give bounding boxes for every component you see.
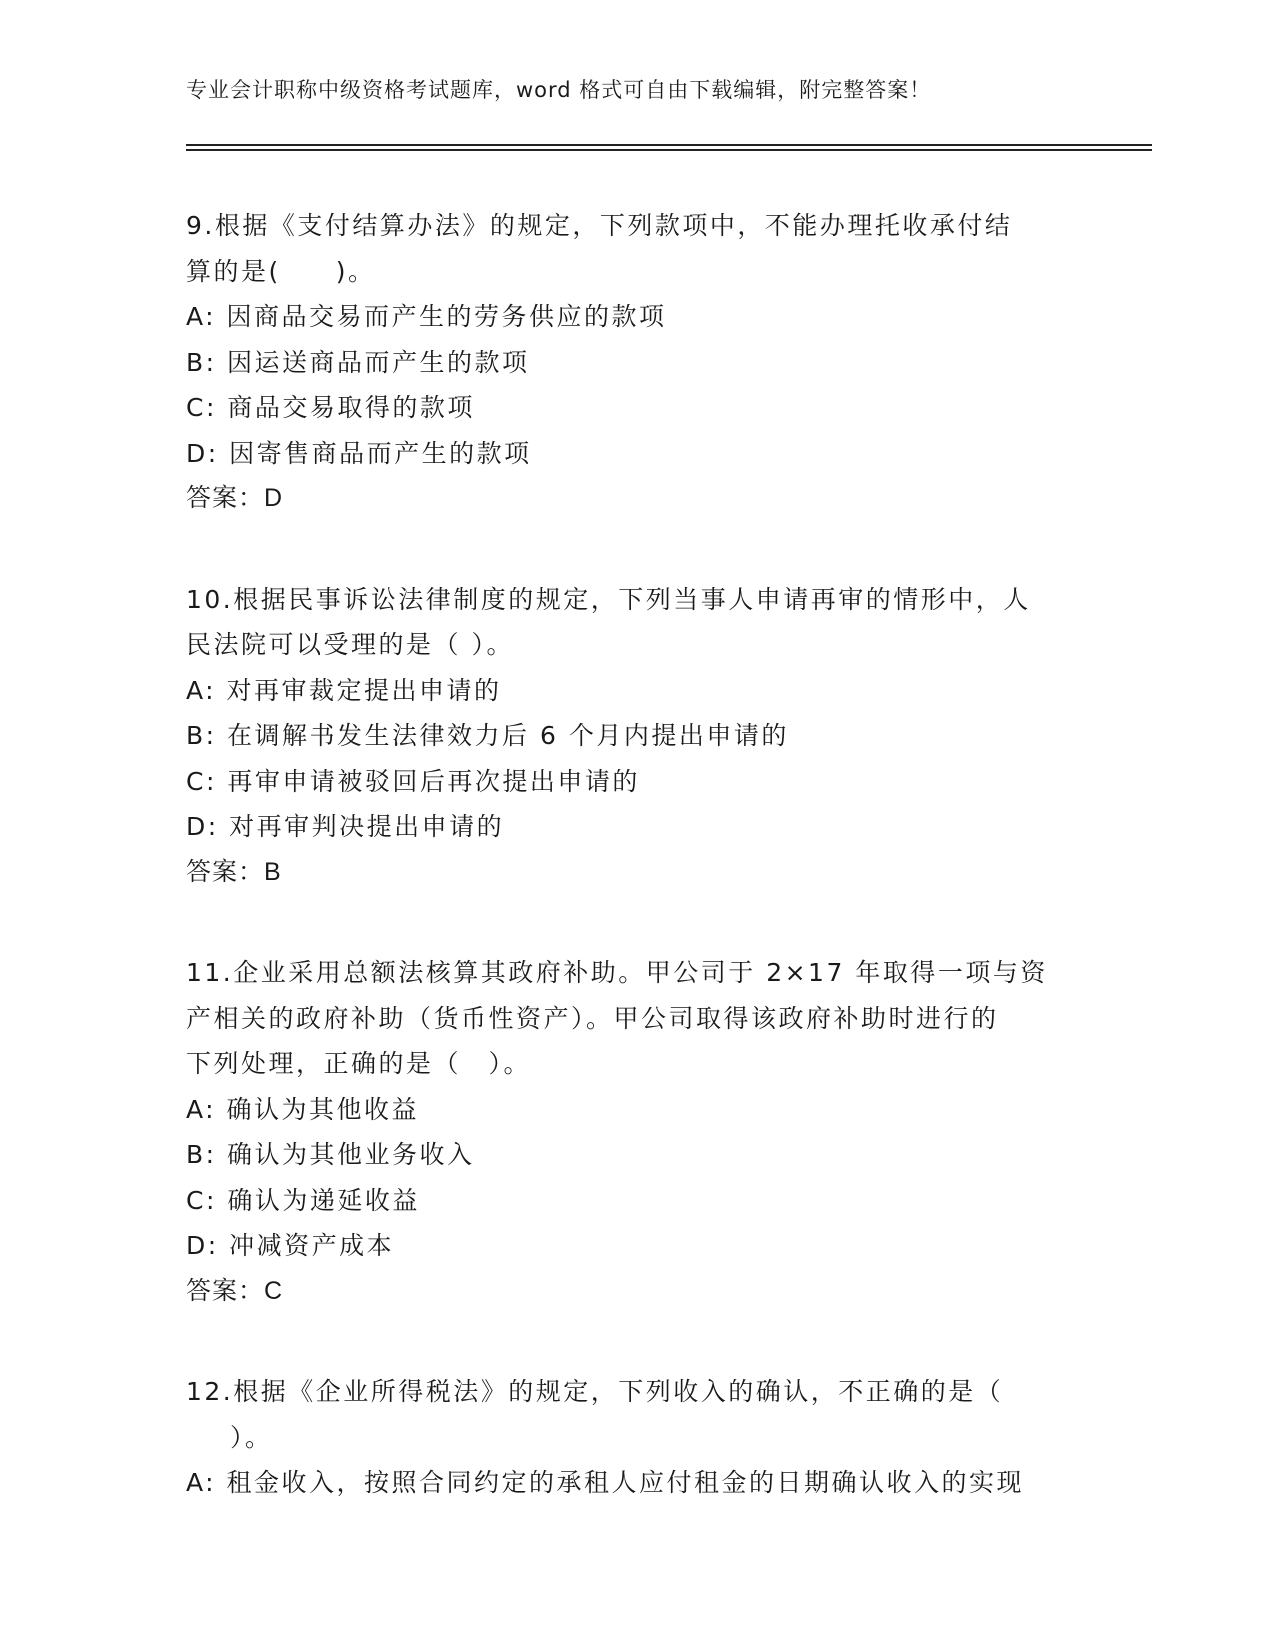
question-stem-line: 算的是( )。 <box>186 256 376 286</box>
question-stem-line: ）。 <box>230 1422 273 1452</box>
option-d: D: 对再审判决提出申请的 <box>186 812 505 841</box>
option-d: D: 因寄售商品而产生的款项 <box>186 438 532 468</box>
option-a: A: 因商品交易而产生的劳务供应的款项 <box>186 302 667 331</box>
question-11 <box>186 950 1086 1314</box>
header-divider <box>186 144 1152 151</box>
option-c: C: 确认为递延收益 <box>186 1185 420 1215</box>
question-stem-line: 产相关的政府补助（货币性资产）。甲公司取得该政府补助时进行的 <box>186 1003 999 1033</box>
question-12 <box>186 1369 1086 1506</box>
answer: 答案：C <box>186 1276 284 1305</box>
option-a: A: 确认为其他收益 <box>186 1094 420 1124</box>
option-d: D: 冲减资产成本 <box>186 1231 395 1260</box>
question-stem-line: 11.企业采用总额法核算其政府补助。甲公司于 2×17 年取得一项与资 <box>186 958 1048 987</box>
option-b: B: 因运送商品而产生的款项 <box>186 347 530 377</box>
question-10 <box>186 577 1086 896</box>
question-stem-line: 9.根据《支付结算办法》的规定，下列款项中，不能办理托收承付结 <box>186 211 1013 240</box>
question-list <box>186 203 1086 1561</box>
answer: 答案：D <box>186 484 284 512</box>
option-a: A: 租金收入，按照合同约定的承租人应付租金的日期确认收入的实现 <box>186 1468 1025 1497</box>
question-stem-line: 下列处理，正确的是（ ）。 <box>186 1049 532 1078</box>
option-c: C: 再审申请被驳回后再次提出申请的 <box>186 766 640 796</box>
option-b: B: 在调解书发生法律效力后 6 个月内提出申请的 <box>186 721 789 750</box>
question-stem-line: 10.根据民事诉讼法律制度的规定，下列当事人申请再审的情形中，人 <box>186 584 1031 614</box>
option-b: B: 确认为其他业务收入 <box>186 1140 475 1169</box>
page-header: 专业会计职称中级资格考试题库，word 格式可自由下载编辑，附完整答案！ <box>186 78 932 102</box>
option-a: A: 对再审裁定提出申请的 <box>186 675 502 705</box>
question-stem-line: 民法院可以受理的是（ ）。 <box>186 630 514 659</box>
option-c: C: 商品交易取得的款项 <box>186 393 475 422</box>
question-9 <box>186 203 1086 522</box>
question-stem-line: 12.根据《企业所得税法》的规定，下列收入的确认，不正确的是（ <box>186 1377 1004 1406</box>
answer: 答案：B <box>186 857 282 886</box>
